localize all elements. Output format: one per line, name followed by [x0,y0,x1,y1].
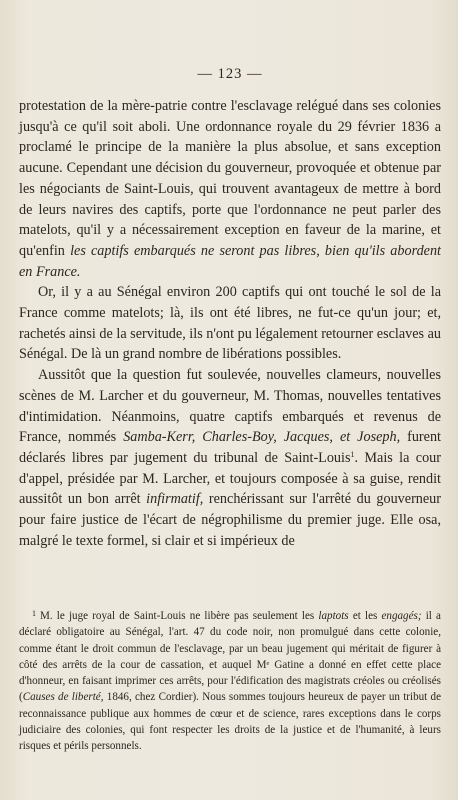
paragraph-3-part-a: Aussitôt que la question fut soulevée, nouvelles clameurs, nouvelles scènes de M. Larcher et du gouverneur, M. Thomas, nouvelles tentatives d'intimidation. Néanmoins, quatre captifs embarqués et revenus de France, nommés [19,367,441,446]
page-number: — 123 — [197,66,263,82]
paragraph-3-part-b: furent déclarés libres par jugement du tribunal de Saint-Louis [19,429,441,466]
footnote-text-a: M. le juge royal de Saint-Louis ne libère pas seulement les [40,610,315,622]
footnotes [19,606,441,755]
footnote-text-c: il a déclaré obligatoire au Sénégal, l'art. 47 du code noir, non promulgué dans cette colonie, comme étant le droit commun de l'esclavage, par un beau jugement qui méritait de figurer à côté des arrêts de la cour de cassation, et auquel Mᵉ Gatine a donné en effet cette place d'honneur, en faisant imprimer ces arrêts, pour l'édification des magistrats créoles ou créolisés ( [19,610,441,704]
paragraph-1 [19,96,441,282]
footnote-1 [19,606,441,755]
paragraph-2: Or, il y a au Sénégal environ 200 captifs qui ont touché le sol de la France comme matelots; là, ils ont été libres, ne fut-ce qu'un jour; et, rachetés ainsi de la servitude, ils n'ont pu légalement retourner esclaves au Sénégal. De là un grand nombre de libérations possibles. [19,284,441,363]
footnote-marker: 1 [32,609,36,618]
footnote-reference: 1 [350,449,355,459]
page-content [19,66,441,755]
paragraph-3-part-c: . Mais la cour d'appel, présidée par M. Larcher, et toujours composée à sa guise, rendit aussitôt un bon arrêt [19,449,441,508]
footnote-causes-title: Causes de liberté [22,691,101,704]
footnote-text-b: et les [352,610,378,622]
footnote-laptots: laptots [318,610,349,622]
paragraph-1-text: protestation de la mère-patrie contre l'esclavage relégué dans ses colonies jusqu'à ce qu'il soit aboli. Une ordonnance royale du 29 février 1836 a proclamé le principe de la manière la plus absolue, et sans exception aucune. Cependant une décision du gouverneur, provoquée et obtenue par les négociants de Saint-Louis, qui trouvent avantageux de mettre à bord de leurs navires des captifs, porte que l'ordonnance ne peut parler des matelots, qu'il y a nécessairement exception en faveur de la marine, et qu'enfin [19,98,441,259]
paragraph-3-names: Samba-Kerr, Charles-Boy, Jacques, et Joseph, [123,429,401,446]
footnote-text-d: , 1846, chez Cordier). Nous sommes toujours heureux de payer un tribut de reconnaissance publique aux hommes de cœur et de science, rares exceptions dans le corps judiciaire des colonies, qui font respecter les droits de la justice et de l'humanité, à leurs risques et périls personnels. [19,691,441,753]
paragraph-3-infirmatif: infirmatif, [146,491,204,508]
paragraph-1-italic: les captifs embarqués ne seront pas libres, bien qu'ils abordent en France. [19,242,441,280]
paragraph-3 [19,365,441,551]
paragraph-3-part-d: renchérissant sur l'arrêté du gouverneur pour faire justice de l'écart de négrophilisme du premier juge. Elle osa, malgré le texte formel, si clair et si impérieux de [19,491,442,549]
main-text [19,96,441,566]
footnote-engages: engagés; [381,610,422,622]
